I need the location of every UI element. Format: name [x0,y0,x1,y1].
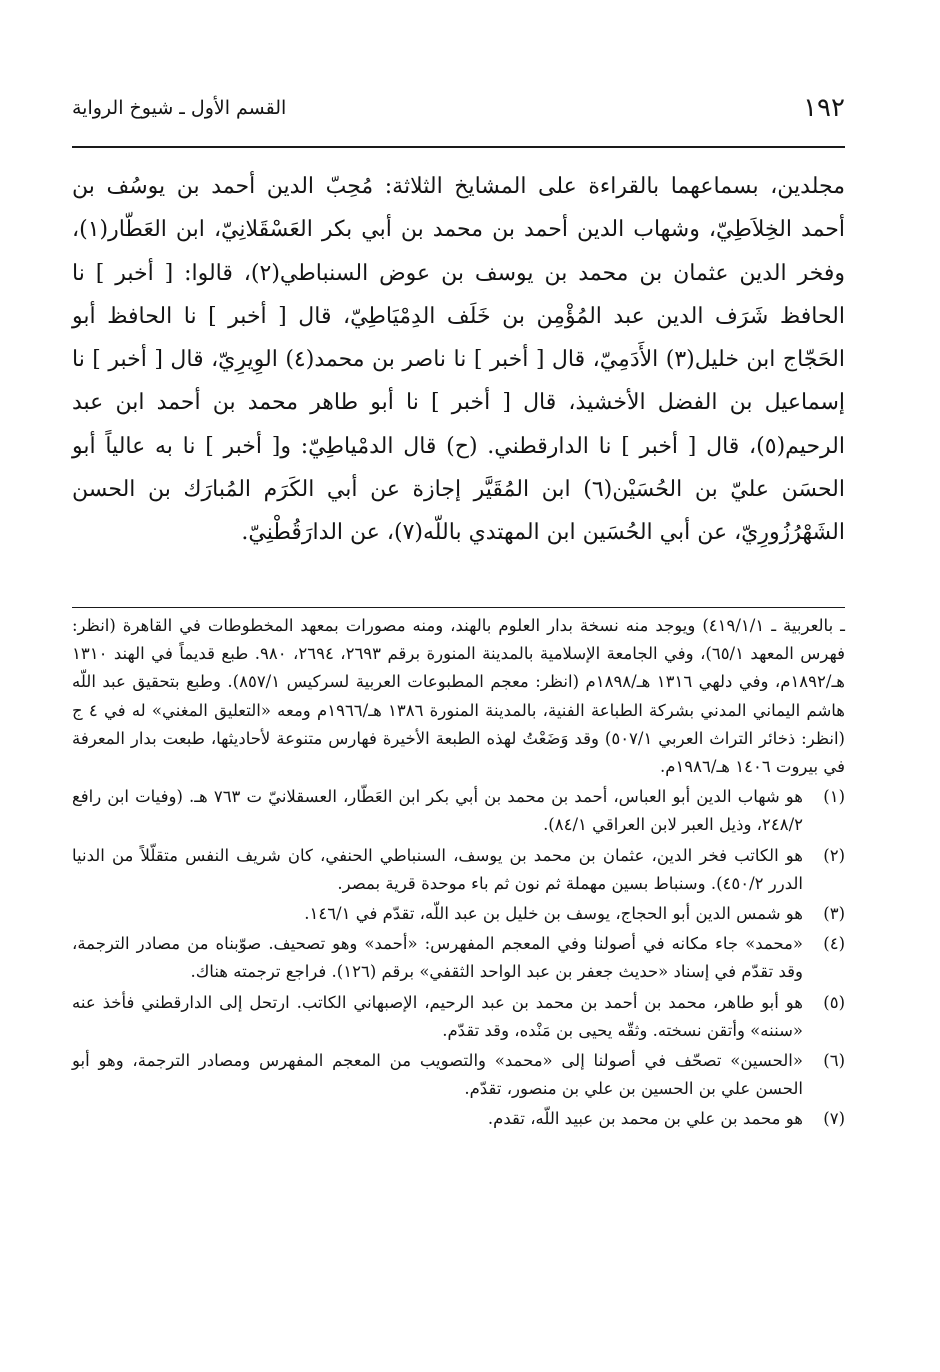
footnote-text: هو محمد بن علي بن محمد بن عبيد اللّه، تقدم. [487,1109,803,1129]
footnote-number: (٧) [823,1109,845,1129]
main-text [72,165,845,555]
footnote-3 [72,900,845,928]
footnote-2 [72,842,845,898]
page-header [72,88,845,128]
footnotes [72,612,845,1136]
footnote-text: «الحسين» تصحّف في أصولنا إلى «محمد» والتصويب من المعجم المفهرس ومصادر الترجمة، وهو أبو الحسن علي بن الحسين بن علي بن منصور، تقدّم. [72,1051,803,1099]
running-title: القسم الأول ـ شيوخ الرواية [72,97,287,119]
footnote-5 [72,989,845,1045]
footnote-text: هو أبو طاهر، محمد بن أحمد بن محمد بن عبد الرحيم، الإصبهاني الكاتب. ارتحل إلى الدارقطني فأخذ عنه «سننه» وأتقن نسخته. وثقّه يحيى بن مَنْده، وقد تقدّم. [72,992,803,1040]
header-divider [72,146,845,148]
footnote-number: (٥) [823,992,845,1012]
footnote-number: (٣) [823,904,845,924]
footnote-number: (٢) [823,845,845,865]
footnote-text: «محمد» جاء مكانه في أصولنا وفي المعجم المفهرس: «أحمد» وهو تصحيف. صوّبناه من مصادر الترجمة، وقد تقدّم في إسناد «حديث جعفر بن عبد الواحد الثقفي» برقم (١٢٦). فراجع ترجمته هناك. [72,934,803,982]
footnote-1 [72,783,845,839]
footnote-text: هو شمس الدين أبو الحجاج، يوسف بن خليل بن عبد اللّه، تقدّم في ١٤٦/١. [304,904,803,924]
footnote-text: هو الكاتب فخر الدين، عثمان بن محمد بن يوسف، السنباطي الحنفي، كان شريف النفس متقلّلاً من الدنيا الدرر ٤٥٠/٢). وسنباط بسين مهملة ثم نون ثم باء موحدة قرية بمصر. [72,845,803,893]
footnote-continued: ـ بالعربية ـ ٤١٩/١/١) ويوجد منه نسخة بدار العلوم بالهند، ومنه مصورات بمعهد المخطوطات في القاهرة (انظر: فهرس المعهد ٦٥/١)، وفي الجامعة الإسلامية بالمدينة المنورة برقم ٢٦٩٣، ٢٦٩٤، ٩٨٠. طبع قديماً في الهند ١٣١٠ هـ/١٨٩٢م، وفي دلهي ١٣١٦ هـ/١٨٩٨م (انظر: معجم المطبوعات العربية لسركيس ٨٥٧/١). وطبع بتحقيق عبد اللّه هاشم اليماني المدني بشركة الطباعة الفنية، بالمدينة المنورة ١٣٨٦ هـ/١٩٦٦م ومعه «التعليق المغني» له في ٤ ج (انظر: ذخائر التراث العربي ٥٠٧/١) وقد وَضَعْتُ لهذه الطبعة الأخيرة فهارس متنوعة لأحاديثها، طبعت بدار المعرفة في بيروت ١٤٠٦ هـ/١٩٨٦م. [72,616,845,777]
footnote-number: (٤) [823,934,845,954]
footnote-number: (٦) [823,1051,845,1071]
footnote-divider [72,607,845,608]
footnote-4 [72,930,845,986]
footnote-number: (١) [823,787,845,807]
page-number: ١٩٢ [803,93,845,123]
footnote-7 [72,1105,845,1133]
footnote-6 [72,1047,845,1103]
main-paragraph: مجلدين، بسماعهما بالقراءة على المشايخ الثلاثة: مُحِبّ الدين أحمد بن يوسُف بن أحمد الخِلاَطِيّ، وشهاب الدين أحمد بن محمد بن أبي بكر العَسْقَلانِيّ، ابن العَطّار(١)، وفخر الدين عثمان بن محمد بن يوسف بن عوض السنباطي(٢)، قالوا: [ أخبر ] نا الحافظ شَرَف الدين عبد المُؤْمِن بن خَلَف الدِمْيَاطِيّ، قال [ أخبر ] نا الحافظ أبو الحَجّاج ابن خليل(٣) الأَدَمِيّ، قال [ أخبر ] نا ناصر بن محمد(٤) الوِيرِيّ، قال [ أخبر ] نا إسماعيل بن الفضل الأخشيذ، قال [ أخبر ] نا أبو طاهر محمد بن أحمد ابن عبد الرحيم(٥)، قال [ أخبر ] نا الدارقطني. (ح) قال الدمْياطِيّ: و[ أخبر ] نا به عالياً أبو الحسَن عليّ بن الحُسَيْن(٦) ابن المُقَيَّر إجازة عن أبي الكَرَم المُبارَك بن الحسن الشَهْرُزُورِيّ، عن أبي الحُسَين ابن المهتدي باللّه(٧)، عن الدارَقُطْنِيّ. [72,174,845,546]
footnote-text: هو شهاب الدين أبو العباس، أحمد بن محمد بن أبي بكر ابن العَطّار، العسقلانيّ ت ٧٦٣ هـ. (وفيات ابن رافع ٢٤٨/٢، وذيل العبر لابن العراقي ٨٤/١). [72,787,803,835]
